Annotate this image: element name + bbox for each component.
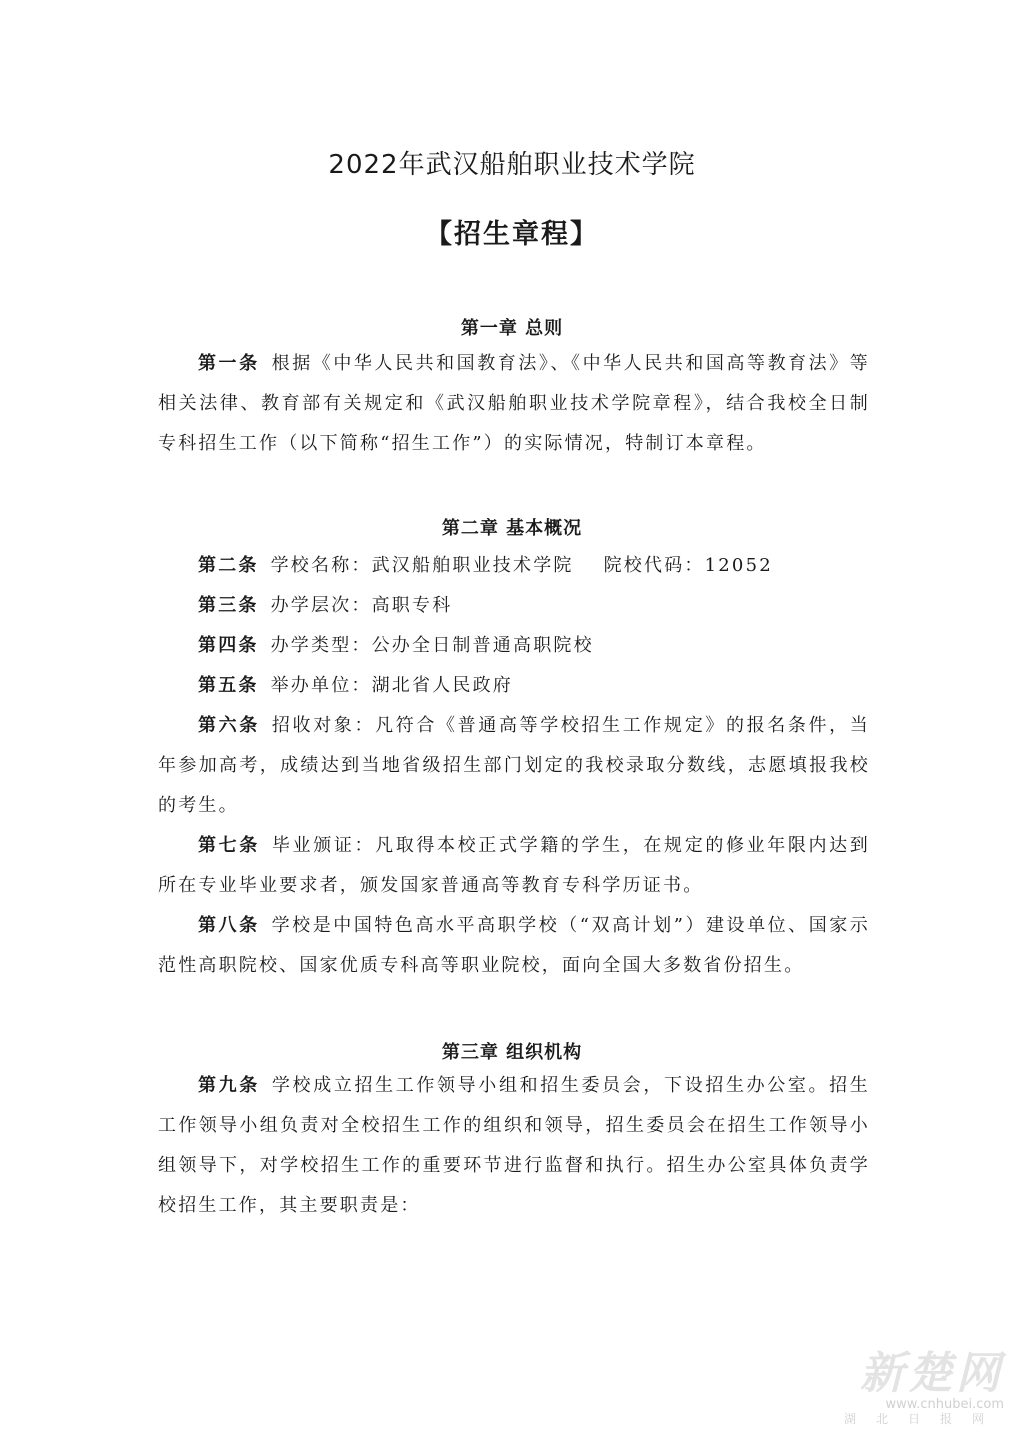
article-text: 举办单位：湖北省人民政府 <box>270 675 514 696</box>
watermark-url: www.cnhubei.com <box>885 1397 1004 1412</box>
article-label: 第六条 <box>198 715 260 736</box>
document-title: 2022年武汉船舶职业技术学院 <box>328 150 696 180</box>
article-6 <box>158 706 870 826</box>
article-label: 第三条 <box>198 595 259 616</box>
article-label: 第一条 <box>198 353 260 374</box>
chapter-2-heading: 第二章 基本概况 <box>441 518 583 539</box>
article-text: 学校名称：武汉船舶职业技术学院 <box>270 555 574 576</box>
article-text: 根据《中华人民共和国教育法》、《中华人民共和国高等教育法》等相关法律、教育部有关规定和《武汉船舶职业技术学院章程》，结合我校全日制专科招生工作（以下简称“招生工作”）的实际情况，特制订本章程。 <box>158 353 870 454</box>
article-text: 毕业颁证：凡取得本校正式学籍的学生，在规定的修业年限内达到所在专业毕业要求者，颁发国家普通高等教育专科学历证书。 <box>158 835 870 896</box>
article-text: 学校是中国特色高水平高职学校（“双高计划”）建设单位、国家示范性高职院校、国家优质专科高等职业院校，面向全国大多数省份招生。 <box>158 915 870 976</box>
article-9 <box>158 1066 870 1226</box>
article-text: 招收对象：凡符合《普通高等学校招生工作规定》的报名条件，当年参加高考，成绩达到当地省级招生部门划定的我校录取分数线，志愿填报我校的考生。 <box>158 715 870 816</box>
article-5 <box>158 666 870 706</box>
article-8 <box>158 906 870 986</box>
article-text: 学校成立招生工作领导小组和招生委员会，下设招生办公室。招生工作领导小组负责对全校招生工作的组织和领导，招生委员会在招生工作领导小组领导下，对学校招生工作的重要环节进行监督和执行。招生办公室具体负责学校招生工作，其主要职责是： <box>158 1075 870 1216</box>
school-code: 院校代码：12052 <box>603 555 773 576</box>
article-label: 第八条 <box>198 915 260 936</box>
watermark-logo: 新楚网 <box>860 1348 1004 1399</box>
article-text: 办学类型：公办全日制普通高职院校 <box>270 635 594 656</box>
article-label: 第四条 <box>198 635 259 656</box>
article-3 <box>158 586 870 626</box>
article-label: 第九条 <box>198 1075 260 1096</box>
chapter-1-heading: 第一章 总则 <box>460 318 564 339</box>
article-label: 第五条 <box>198 675 259 696</box>
article-2 <box>158 546 870 586</box>
article-label: 第二条 <box>198 555 259 576</box>
article-4 <box>158 626 870 666</box>
chapter-3-heading: 第三章 组织机构 <box>441 1042 583 1063</box>
watermark <box>804 1350 1004 1430</box>
article-7 <box>158 826 870 906</box>
document-subtitle: 【招生章程】 <box>425 219 599 250</box>
watermark-subtitle: 湖北日报网 <box>843 1412 1004 1426</box>
article-label: 第七条 <box>198 835 260 856</box>
article-1 <box>158 344 870 464</box>
article-text: 办学层次：高职专科 <box>270 595 453 616</box>
